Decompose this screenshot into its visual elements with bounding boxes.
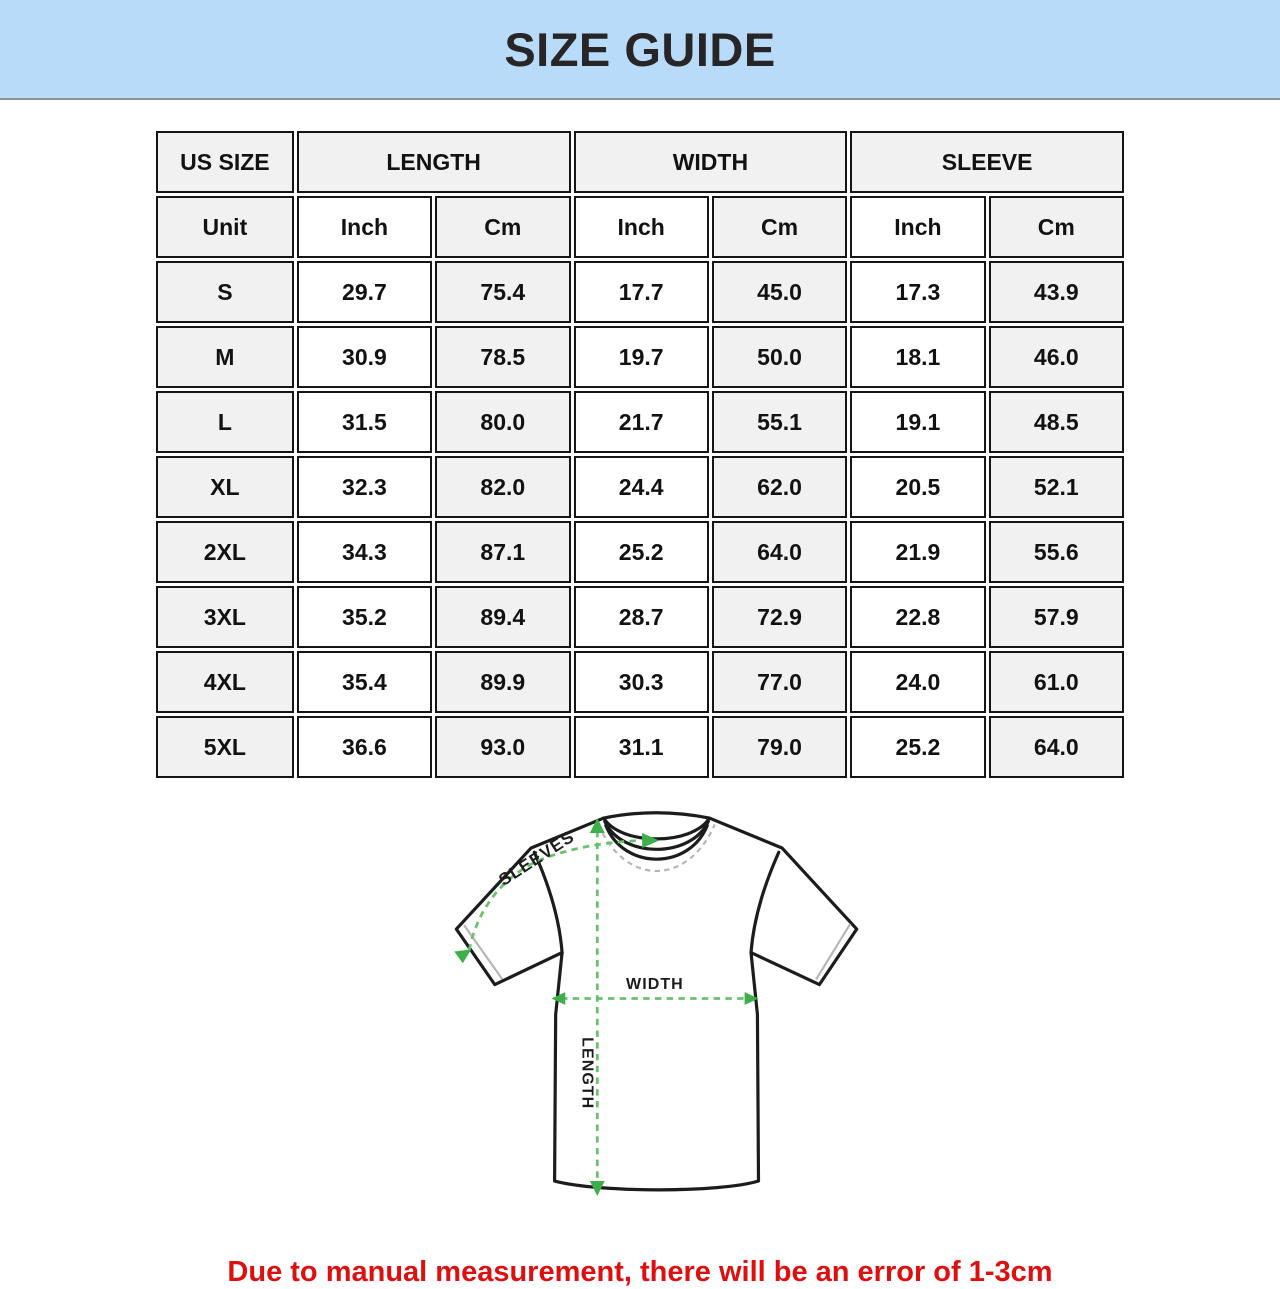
size-table	[153, 128, 1127, 781]
measurement-value: 21.7	[574, 391, 709, 453]
measurement-value: 75.4	[435, 261, 570, 323]
table-group-header-row	[156, 131, 1124, 193]
measurement-value: 72.9	[712, 586, 847, 648]
column-header-width: WIDTH	[574, 131, 848, 193]
measurement-value: 17.3	[850, 261, 985, 323]
measurement-value: 24.4	[574, 456, 709, 518]
sleeves-arrowhead-bottom	[454, 949, 471, 963]
table-row	[156, 456, 1124, 518]
table-row	[156, 521, 1124, 583]
measurement-value: 32.3	[297, 456, 432, 518]
size-label: 5XL	[156, 716, 294, 778]
measurement-value: 55.6	[989, 521, 1124, 583]
table-row	[156, 716, 1124, 778]
unit-inch-label: Inch	[850, 196, 985, 258]
measurement-value: 43.9	[989, 261, 1124, 323]
measurement-value: 46.0	[989, 326, 1124, 388]
size-table-container	[153, 128, 1127, 781]
measurement-value: 64.0	[989, 716, 1124, 778]
size-guide-header	[0, 0, 1280, 100]
unit-inch-label: Inch	[574, 196, 709, 258]
measurement-value: 18.1	[850, 326, 985, 388]
measurement-value: 89.4	[435, 586, 570, 648]
measurement-value: 35.2	[297, 586, 432, 648]
measurement-value: 25.2	[850, 716, 985, 778]
measurement-value: 87.1	[435, 521, 570, 583]
size-label: 3XL	[156, 586, 294, 648]
column-header-us-size: US SIZE	[156, 131, 294, 193]
measurement-value: 22.8	[850, 586, 985, 648]
measurement-value: 24.0	[850, 651, 985, 713]
size-label: L	[156, 391, 294, 453]
measurement-value: 79.0	[712, 716, 847, 778]
page-title: SIZE GUIDE	[504, 22, 776, 76]
measurement-value: 35.4	[297, 651, 432, 713]
measurement-value: 55.1	[712, 391, 847, 453]
unit-cm-label: Cm	[712, 196, 847, 258]
size-label: M	[156, 326, 294, 388]
measurement-value: 93.0	[435, 716, 570, 778]
width-label: WIDTH	[626, 975, 684, 993]
measurement-value: 89.9	[435, 651, 570, 713]
measurement-error-note: Due to manual measurement, there will be an error of 1-3cm	[227, 1256, 1053, 1288]
unit-cm-label: Cm	[989, 196, 1124, 258]
table-row	[156, 586, 1124, 648]
measurement-value: 78.5	[435, 326, 570, 388]
unit-inch-label: Inch	[297, 196, 432, 258]
unit-label: Unit	[156, 196, 294, 258]
tshirt-measurement-diagram	[405, 801, 875, 1228]
column-header-sleeve: SLEEVE	[850, 131, 1124, 193]
measurement-value: 30.3	[574, 651, 709, 713]
length-label: LENGTH	[578, 1037, 596, 1110]
measurement-value: 21.9	[850, 521, 985, 583]
table-row	[156, 326, 1124, 388]
measurement-value: 19.1	[850, 391, 985, 453]
measurement-value: 62.0	[712, 456, 847, 518]
measurement-value: 50.0	[712, 326, 847, 388]
measurement-value: 57.9	[989, 586, 1124, 648]
measurement-value: 17.7	[574, 261, 709, 323]
table-unit-row	[156, 196, 1124, 258]
size-label: XL	[156, 456, 294, 518]
measurement-value: 80.0	[435, 391, 570, 453]
size-label: 2XL	[156, 521, 294, 583]
measurement-value: 31.5	[297, 391, 432, 453]
table-row	[156, 651, 1124, 713]
measurement-value: 20.5	[850, 456, 985, 518]
size-table-body	[156, 261, 1124, 778]
measurement-value: 28.7	[574, 586, 709, 648]
size-label: S	[156, 261, 294, 323]
measurement-value: 25.2	[574, 521, 709, 583]
measurement-value: 36.6	[297, 716, 432, 778]
measurement-value: 82.0	[435, 456, 570, 518]
measurement-value: 30.9	[297, 326, 432, 388]
sleeves-label: SLEEVES	[495, 826, 579, 890]
unit-cm-label: Cm	[435, 196, 570, 258]
table-row	[156, 391, 1124, 453]
measurement-value: 64.0	[712, 521, 847, 583]
measurement-value: 48.5	[989, 391, 1124, 453]
measurement-value: 31.1	[574, 716, 709, 778]
column-header-length: LENGTH	[297, 131, 571, 193]
measurement-value: 19.7	[574, 326, 709, 388]
measurement-value: 45.0	[712, 261, 847, 323]
measurement-value: 77.0	[712, 651, 847, 713]
measurement-value: 34.3	[297, 521, 432, 583]
table-row	[156, 261, 1124, 323]
tshirt-diagram-svg	[405, 801, 875, 1228]
measurement-value: 52.1	[989, 456, 1124, 518]
measurement-value: 29.7	[297, 261, 432, 323]
measurement-value: 61.0	[989, 651, 1124, 713]
size-label: 4XL	[156, 651, 294, 713]
